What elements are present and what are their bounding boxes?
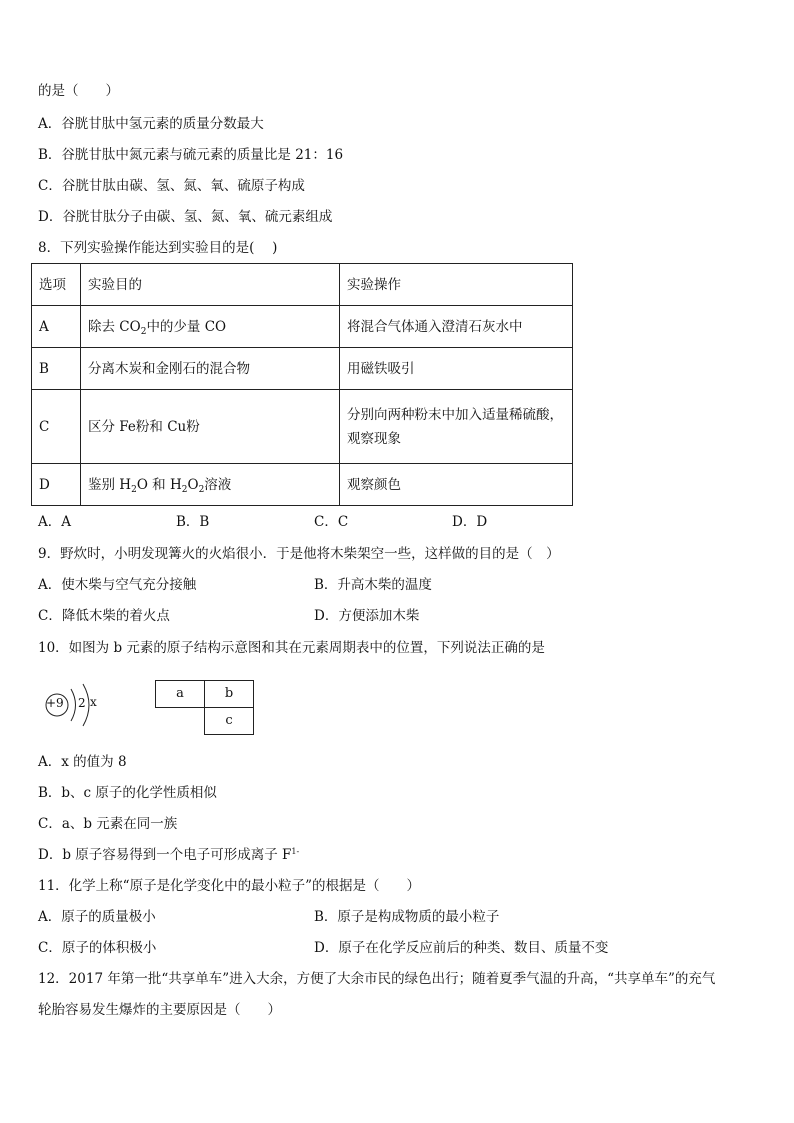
table-row (32, 390, 573, 464)
row-operation: 分别向两种粉末中加入适量稀硫酸， 观察现象 (340, 390, 573, 464)
q9-option-b: B．升高木柴的温度 (314, 577, 432, 593)
q11-option-b: B．原子是构成物质的最小粒子 (314, 909, 500, 925)
q8-answer-b: B．B (176, 514, 210, 530)
q10-stem: 10．如图为 b 元素的原子结构示意图和其在元素周期表中的位置，下列说法正确的是 (38, 640, 545, 656)
q9-option-c: C．降低木柴的着火点 (38, 608, 170, 624)
row-purpose: 区分 Fe粉和 Cu粉 (81, 390, 340, 464)
row-purpose: 鉴别 $H_2O$ 和 $H_2O_2$溶液 (81, 464, 340, 506)
q8-table (31, 263, 573, 506)
q10-option-d: D．b 原子容易得到一个电子可形成离子 $F^{1-}$ (38, 847, 300, 863)
header-operation: 实验操作 (340, 264, 573, 306)
q7-stem-end: 的是（ ） (38, 83, 119, 99)
table-header-row (32, 264, 573, 306)
row-key: D (32, 464, 81, 506)
row-operation: 用磁铁吸引 (340, 348, 573, 390)
table-row (32, 464, 573, 506)
shell-1-electrons: 2 (78, 696, 86, 710)
q11-stem: 11．化学上称“原子是化学变化中的最小粒子”的根据是（ ） (38, 878, 420, 894)
row-purpose: 分离木炭和金刚石的混合物 (81, 348, 340, 390)
q10-option-c: C．a、b 元素在同一族 (38, 816, 178, 832)
q9-option-d: D．方便添加木柴 (314, 608, 420, 624)
row-purpose: 除去 $CO_2$中的少量 CO (81, 306, 340, 348)
q7-option-c: C．谷胱甘肽由碳、氢、氮、氧、硫原子构成 (38, 178, 305, 194)
table-row (32, 348, 573, 390)
q9-stem: 9．野炊时，小明发现篝火的火焰很小．于是他将木柴架空一些，这样做的目的是（ ） (38, 546, 560, 562)
q11-option-d: D．原子在化学反应前后的种类、数目、质量不变 (314, 940, 609, 956)
q7-option-d: D．谷胱甘肽分子由碳、氢、氮、氧、硫元素组成 (38, 209, 333, 225)
q8-answer-d: D．D (452, 514, 488, 530)
q10-option-b: B．b、c 原子的化学性质相似 (38, 785, 217, 801)
row-operation: 将混合气体通入澄清石灰水中 (340, 306, 573, 348)
atom-structure-diagram (40, 680, 110, 730)
q11-option-a: A．原子的质量极小 (38, 909, 156, 925)
q9-option-a: A．使木柴与空气充分接触 (38, 577, 197, 593)
row-key: C (32, 390, 81, 464)
cell-c: c (204, 707, 254, 735)
q7-option-b: B．谷胱甘肽中氮元素与硫元素的质量比是 21：16 (38, 147, 344, 163)
q11-option-c: C．原子的体积极小 (38, 940, 157, 956)
cell-b: b (204, 680, 254, 708)
q10-option-a: A．x 的值为 8 (38, 754, 127, 770)
nucleus-charge: +9 (46, 696, 64, 710)
row-key: A (32, 306, 81, 348)
row-operation: 观察颜色 (340, 464, 573, 506)
q8-stem: 8．下列实验操作能达到实验目的是( ) (38, 240, 278, 256)
shell-2-electrons: x (90, 695, 97, 709)
q8-answer-a: A．A (38, 514, 71, 530)
row-key: B (32, 348, 81, 390)
q7-option-a: A．谷胱甘肽中氢元素的质量分数最大 (38, 116, 264, 132)
q12-line-2: 轮胎容易发生爆炸的主要原因是（ ） (38, 1002, 281, 1018)
table-row (32, 306, 573, 348)
cell-a: a (155, 680, 205, 708)
header-option: 选项 (32, 264, 81, 306)
q12-line-1: 12．2017 年第一批“共享单车”进入大余，方便了大余市民的绿色出行；随着夏季气温的升高，“共享单车”的充气 (38, 971, 716, 987)
header-purpose: 实验目的 (81, 264, 340, 306)
q8-answer-c: C．C (314, 514, 349, 530)
